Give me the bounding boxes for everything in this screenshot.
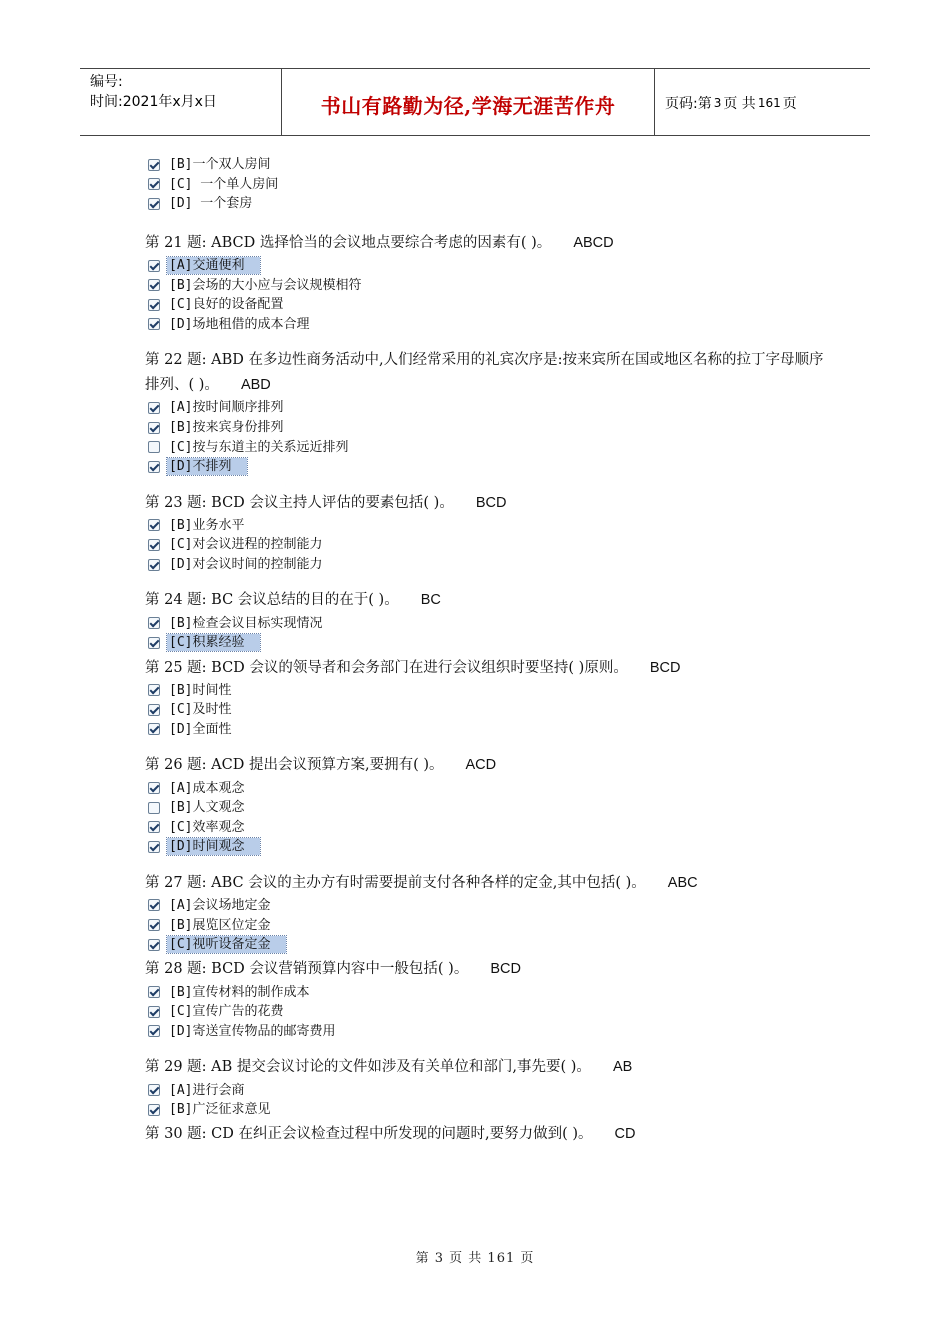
- option-row[interactable]: [148, 896, 825, 916]
- option-row[interactable]: [148, 798, 825, 818]
- spacer: [145, 574, 825, 588]
- option-row[interactable]: [148, 613, 825, 633]
- option-label: [B]检查会议目标实现情况: [169, 615, 323, 631]
- option-label: [C]良好的设备配置: [169, 297, 284, 313]
- option-row[interactable]: [148, 175, 825, 195]
- question-text: [145, 1055, 825, 1080]
- checkbox[interactable]: [148, 1104, 160, 1116]
- option-label: [B]按来宾身份排列: [169, 420, 284, 436]
- page-mid: 页 共: [723, 96, 756, 112]
- question-stem: 第 23 题: BCD 会议主持人评估的要素包括( )。: [145, 494, 454, 511]
- option-row[interactable]: [148, 982, 825, 1002]
- checkbox[interactable]: [148, 782, 160, 794]
- option-label: [B]广泛征求意见: [169, 1102, 271, 1118]
- question-block: [145, 1055, 825, 1119]
- page-footer: 第 3 页 共 161 页: [415, 1251, 535, 1266]
- question-text: [145, 753, 825, 778]
- page-header: [80, 68, 870, 136]
- answer-key: BCD: [649, 659, 681, 676]
- question-block: [145, 656, 825, 740]
- answer-key: ABD: [240, 377, 271, 394]
- spacer: [145, 739, 825, 753]
- question-stem: 第 26 题: ACD 提出会议预算方案,要拥有( )。: [145, 757, 444, 774]
- checkbox[interactable]: [148, 704, 160, 716]
- option-label: [A]交通便利: [167, 257, 260, 274]
- question-stem: 第 25 题: BCD 会议的领导者和会务部门在进行会议组织时要坚持( )原则。: [145, 659, 628, 676]
- option-label: [B]业务水平: [169, 517, 245, 533]
- question-content: [145, 155, 825, 1147]
- checkbox[interactable]: [148, 919, 160, 931]
- option-list: [145, 982, 825, 1041]
- checkbox[interactable]: [148, 637, 160, 649]
- checkbox[interactable]: [148, 519, 160, 531]
- checkbox[interactable]: [148, 198, 160, 210]
- header-meta: [80, 69, 282, 135]
- option-row[interactable]: [148, 275, 825, 295]
- question-block: [145, 491, 825, 575]
- answer-key: ABC: [667, 874, 698, 891]
- option-row[interactable]: [148, 437, 825, 457]
- spacer: [145, 214, 825, 231]
- answer-key: ABCD: [573, 234, 614, 251]
- page-current: 3: [713, 96, 722, 110]
- question-stem: 第 21 题: ABCD 选择恰当的会议地点要综合考虑的因素有( )。: [145, 234, 552, 251]
- option-list: [145, 256, 825, 334]
- spacer: [145, 1041, 825, 1055]
- spacer: [145, 857, 825, 871]
- question-text: [145, 491, 825, 516]
- answer-key: BCD: [475, 494, 507, 511]
- option-row[interactable]: [148, 778, 825, 798]
- question-stem: 第 27 题: ABC 会议的主办方有时需要提前支付各种各样的定金,其中包括( )。: [145, 874, 646, 891]
- checkbox[interactable]: [148, 986, 160, 998]
- option-row[interactable]: [148, 935, 825, 955]
- option-row[interactable]: [148, 315, 825, 335]
- answer-key: BC: [420, 592, 441, 609]
- checkbox[interactable]: [148, 539, 160, 551]
- option-label: [B]时间性: [169, 682, 232, 698]
- option-label: [B]宣传材料的制作成本: [169, 984, 310, 1000]
- checkbox[interactable]: [148, 159, 160, 171]
- option-list: [145, 681, 825, 740]
- option-label: [A]成本观念: [169, 780, 245, 796]
- checkbox[interactable]: [148, 802, 160, 814]
- checkbox[interactable]: [148, 299, 160, 311]
- option-row[interactable]: [148, 418, 825, 438]
- question-stem: 第 22 题: ABD 在多边性商务活动中,人们经常采用的礼宾次序是:按来宾所在国或地区名称的拉丁字母顺序排列、( )。: [145, 352, 824, 394]
- answer-key: CD: [614, 1126, 636, 1143]
- checkbox[interactable]: [148, 318, 160, 330]
- checkbox[interactable]: [148, 684, 160, 696]
- header-motto: 书山有路勤为径,学海无涯苦作舟: [282, 69, 655, 135]
- checkbox[interactable]: [148, 1006, 160, 1018]
- option-list: [145, 398, 825, 476]
- question-text: [145, 1122, 825, 1147]
- question-block: [145, 348, 825, 476]
- option-label: [D]场地租借的成本合理: [169, 316, 310, 332]
- checkbox[interactable]: [148, 1084, 160, 1096]
- number-label: 编号:: [90, 74, 123, 90]
- option-row[interactable]: [148, 256, 825, 276]
- option-label: [A]按时间顺序排列: [169, 400, 284, 416]
- question-block: [145, 753, 825, 856]
- option-label: [A]会议场地定金: [169, 897, 271, 913]
- option-row[interactable]: [148, 1002, 825, 1022]
- option-label: [D]寄送宣传物品的邮寄费用: [169, 1023, 336, 1039]
- question-text: [145, 231, 825, 256]
- option-row[interactable]: [148, 1100, 825, 1120]
- option-label: [D]不排列: [167, 458, 247, 475]
- option-label: [D]时间观念: [167, 838, 260, 855]
- question-text: [145, 871, 825, 896]
- option-row[interactable]: [148, 1022, 825, 1042]
- option-row[interactable]: [148, 700, 825, 720]
- answer-key: ACD: [465, 757, 497, 774]
- option-label: [C]及时性: [169, 702, 232, 718]
- question-stem: 第 28 题: BCD 会议营销预算内容中一般包括( )。: [145, 961, 469, 978]
- checkbox[interactable]: [148, 178, 160, 190]
- question-block: [145, 1122, 825, 1147]
- option-list: [145, 516, 825, 575]
- spacer: [145, 334, 825, 348]
- question-text: [145, 348, 825, 398]
- page-total: 161: [757, 96, 781, 110]
- answer-key: AB: [612, 1059, 633, 1076]
- checkbox[interactable]: [148, 461, 160, 473]
- option-row[interactable]: [148, 633, 825, 653]
- question-block: [145, 871, 825, 955]
- checkbox[interactable]: [148, 559, 160, 571]
- checkbox[interactable]: [148, 441, 160, 453]
- option-list: [145, 778, 825, 856]
- option-row[interactable]: [148, 194, 825, 214]
- checkbox[interactable]: [148, 422, 160, 434]
- option-row[interactable]: [148, 398, 825, 418]
- option-label: [B]一个双人房间: [169, 157, 271, 173]
- header-page-info: [655, 69, 870, 135]
- option-label: [D] 一个套房: [169, 196, 253, 212]
- option-label: [C] 一个单人房间: [169, 176, 279, 192]
- option-row[interactable]: [148, 915, 825, 935]
- checkbox[interactable]: [148, 1025, 160, 1037]
- checkbox[interactable]: [148, 939, 160, 951]
- option-row[interactable]: [148, 681, 825, 701]
- option-row[interactable]: [148, 720, 825, 740]
- page-prefix: 页码:第: [665, 96, 712, 112]
- option-label: [C]效率观念: [169, 819, 245, 835]
- option-label: [C]积累经验: [167, 634, 260, 651]
- question-block: [145, 588, 825, 652]
- option-label: [C]对会议进程的控制能力: [169, 537, 323, 553]
- question-block: [145, 231, 825, 334]
- option-row[interactable]: [148, 155, 825, 175]
- option-row[interactable]: [148, 837, 825, 857]
- option-row[interactable]: [148, 516, 825, 536]
- checkbox[interactable]: [148, 723, 160, 735]
- question-text: [145, 957, 825, 982]
- option-label: [B]会场的大小应与会议规模相符: [169, 277, 362, 293]
- question-text: [145, 656, 825, 681]
- question-text: [145, 588, 825, 613]
- option-row[interactable]: [148, 295, 825, 315]
- option-label: [A]进行会商: [169, 1082, 245, 1098]
- option-list: [145, 1080, 825, 1119]
- time-label: 时间:2021年x月x日: [90, 94, 217, 110]
- option-row[interactable]: [148, 535, 825, 555]
- option-label: [D]对会议时间的控制能力: [169, 557, 323, 573]
- continued-options: [145, 155, 825, 214]
- option-row[interactable]: [148, 555, 825, 575]
- option-label: [C]按与东道主的关系远近排列: [169, 439, 349, 455]
- checkbox[interactable]: [148, 841, 160, 853]
- question-stem: 第 30 题: CD 在纠正会议检查过程中所发现的问题时,要努力做到( )。: [145, 1126, 593, 1143]
- answer-key: BCD: [490, 961, 521, 978]
- checkbox[interactable]: [148, 279, 160, 291]
- option-label: [D]全面性: [169, 721, 232, 737]
- question-stem: 第 24 题: BC 会议总结的目的在于( )。: [145, 592, 399, 609]
- question-stem: 第 29 题: AB 提交会议讨论的文件如涉及有关单位和部门,事先要( )。: [145, 1059, 591, 1076]
- option-list: [145, 613, 825, 652]
- spacer: [145, 477, 825, 491]
- checkbox[interactable]: [148, 260, 160, 272]
- option-row[interactable]: [148, 817, 825, 837]
- question-block: [145, 957, 825, 1041]
- checkbox[interactable]: [148, 899, 160, 911]
- option-list: [145, 896, 825, 955]
- page-suffix: 页: [782, 96, 797, 112]
- option-label: [B]展览区位定金: [169, 917, 271, 933]
- option-label: [B]人文观念: [169, 800, 245, 816]
- option-label: [C]视听设备定金: [167, 936, 286, 953]
- checkbox[interactable]: [148, 821, 160, 833]
- checkbox[interactable]: [148, 402, 160, 414]
- option-label: [C]宣传广告的花费: [169, 1004, 284, 1020]
- option-row[interactable]: [148, 457, 825, 477]
- option-row[interactable]: [148, 1080, 825, 1100]
- checkbox[interactable]: [148, 617, 160, 629]
